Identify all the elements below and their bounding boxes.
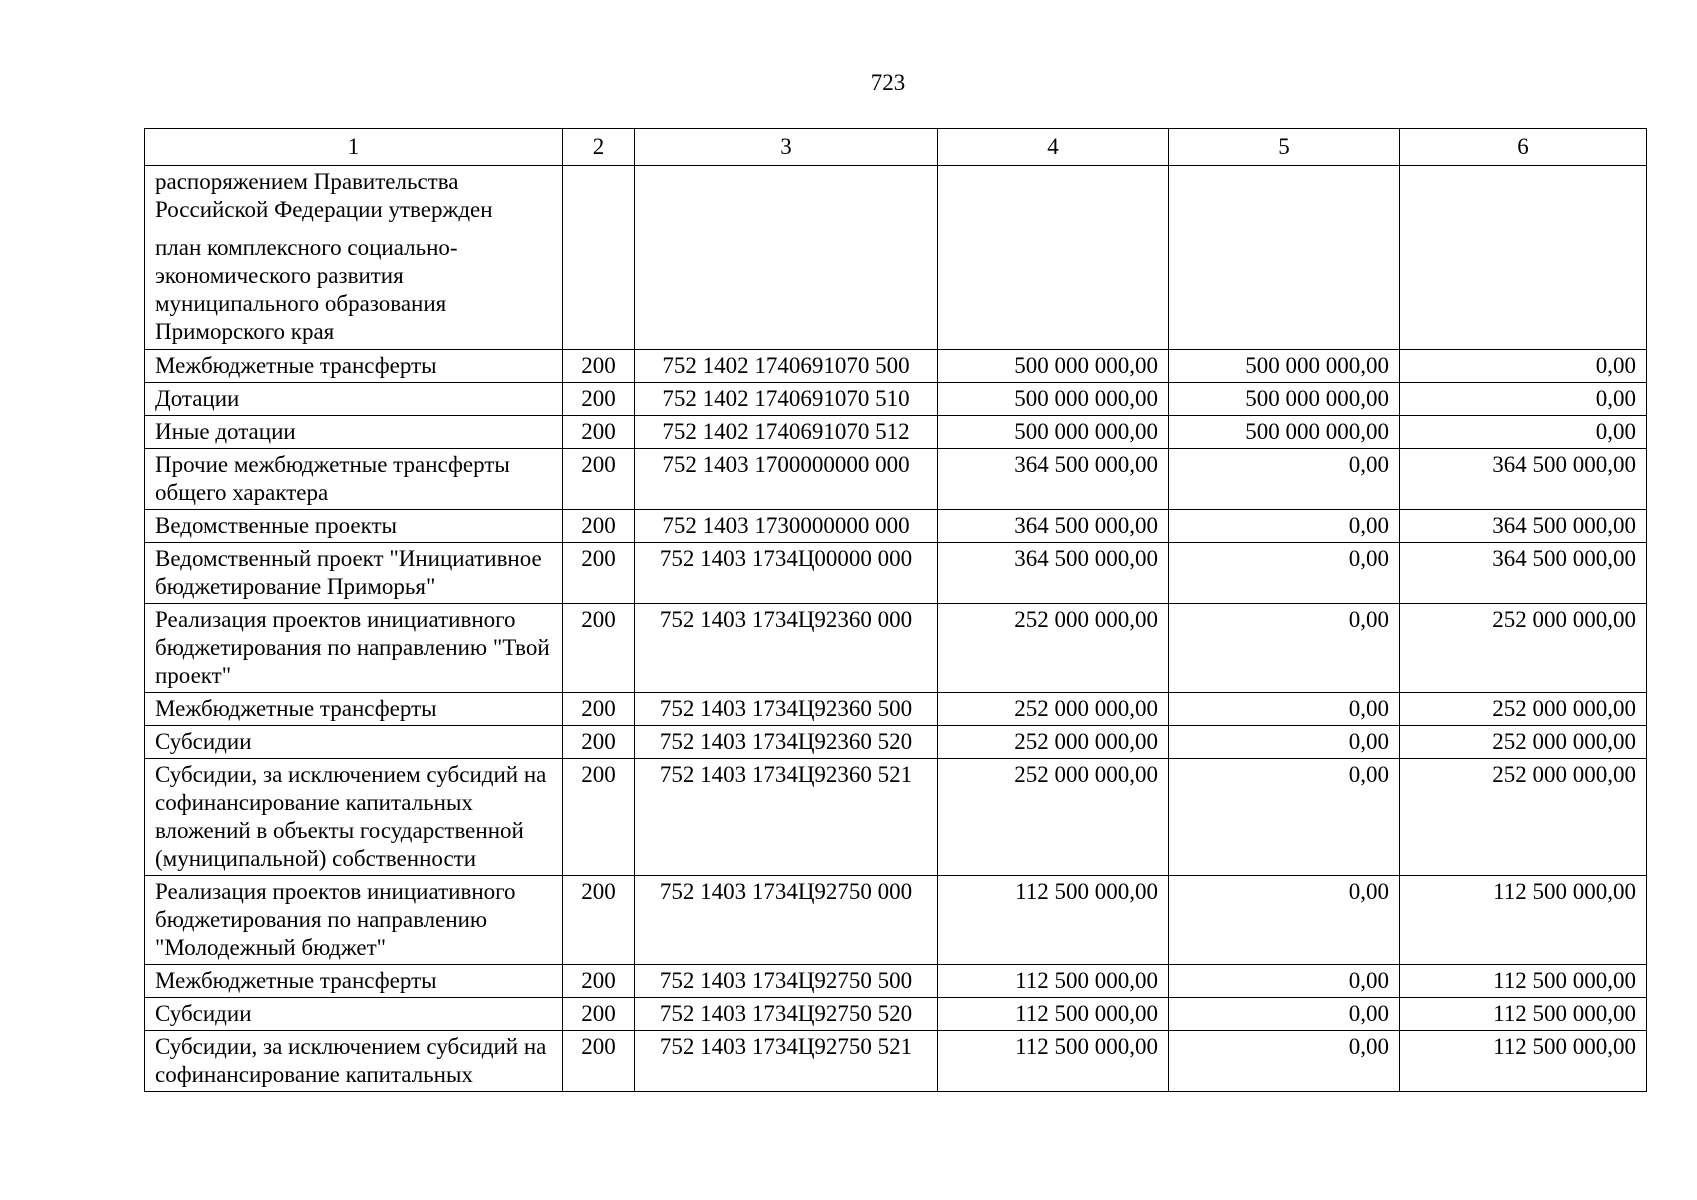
row-name-cell: Прочие межбюджетные трансферты общего характера [145,449,563,510]
row-code-cell: 200 [563,350,635,383]
column-header-1: 1 [145,129,563,166]
row-amount-col4-cell: 364 500 000,00 [938,543,1169,604]
row-code-cell: 200 [563,759,635,876]
row-amount-col4-cell: 112 500 000,00 [938,965,1169,998]
empty-cell [1169,166,1400,350]
row-code-cell: 200 [563,876,635,965]
row-amount-col5-cell: 0,00 [1169,759,1400,876]
row-amount-col6-cell: 0,00 [1400,350,1647,383]
row-amount-col4-cell: 252 000 000,00 [938,726,1169,759]
row-name-cell: Субсидии [145,998,563,1031]
row-amount-col5-cell: 500 000 000,00 [1169,383,1400,416]
row-amount-col6-cell: 112 500 000,00 [1400,876,1647,965]
row-code-cell: 200 [563,383,635,416]
row-amount-col5-cell: 0,00 [1169,510,1400,543]
row-amount-col4-cell: 252 000 000,00 [938,604,1169,693]
row-amount-col5-cell: 0,00 [1169,604,1400,693]
row-code-cell: 200 [563,510,635,543]
row-amount-col6-cell: 252 000 000,00 [1400,693,1647,726]
row-kbk-cell: 752 1403 1734Ц00000 000 [635,543,938,604]
row-code-cell: 200 [563,604,635,693]
row-kbk-cell: 752 1402 1740691070 512 [635,416,938,449]
row-amount-col4-cell: 252 000 000,00 [938,693,1169,726]
row-amount-col5-cell: 0,00 [1169,449,1400,510]
row-name-cell: Реализация проектов инициативного бюджетирования по направлению "Твой проект" [145,604,563,693]
row-amount-col5-cell: 0,00 [1169,1031,1400,1092]
row-code-cell: 200 [563,1031,635,1092]
empty-cell [563,166,635,350]
row-name-cell: Ведомственный проект "Инициативное бюджетирование Приморья" [145,543,563,604]
row-amount-col6-cell: 0,00 [1400,416,1647,449]
row-amount-col5-cell: 0,00 [1169,876,1400,965]
row-kbk-cell: 752 1403 1734Ц92360 000 [635,604,938,693]
row-amount-col6-cell: 252 000 000,00 [1400,759,1647,876]
row-kbk-cell: 752 1403 1734Ц92360 500 [635,693,938,726]
table-row [145,1031,1647,1092]
table-row [145,965,1647,998]
table-row [145,876,1647,965]
row-amount-col6-cell: 252 000 000,00 [1400,726,1647,759]
row-kbk-cell: 752 1402 1740691070 500 [635,350,938,383]
row-amount-col6-cell: 112 500 000,00 [1400,965,1647,998]
row-amount-col5-cell: 0,00 [1169,998,1400,1031]
row-amount-col6-cell: 112 500 000,00 [1400,998,1647,1031]
row-amount-col5-cell: 500 000 000,00 [1169,416,1400,449]
paragraph-gap [155,224,552,234]
row-kbk-cell: 752 1403 1730000000 000 [635,510,938,543]
column-header-4: 4 [938,129,1169,166]
row-code-cell: 200 [563,416,635,449]
page-number: 723 [870,70,906,95]
empty-cell [938,166,1169,350]
table-row [145,759,1647,876]
table-row [145,350,1647,383]
row-kbk-cell: 752 1403 1700000000 000 [635,449,938,510]
row-name-cell: Субсидии, за исключением субсидий на софинансирование капитальных [145,1031,563,1092]
table-row [145,510,1647,543]
row-amount-col6-cell: 364 500 000,00 [1400,449,1647,510]
continued-row [145,166,1647,350]
table-row [145,543,1647,604]
row-code-cell: 200 [563,693,635,726]
table-row [145,726,1647,759]
row-amount-col5-cell: 0,00 [1169,965,1400,998]
row-amount-col4-cell: 252 000 000,00 [938,759,1169,876]
row-name-cell: Иные дотации [145,416,563,449]
budget-table [144,128,1647,1092]
row-amount-col5-cell: 0,00 [1169,693,1400,726]
row-name-cell: Межбюджетные трансферты [145,350,563,383]
row-amount-col6-cell: 364 500 000,00 [1400,543,1647,604]
row-amount-col5-cell: 0,00 [1169,543,1400,604]
row-code-cell: 200 [563,965,635,998]
row-amount-col4-cell: 500 000 000,00 [938,350,1169,383]
row-amount-col4-cell: 364 500 000,00 [938,449,1169,510]
empty-cell [635,166,938,350]
column-header-3: 3 [635,129,938,166]
row-kbk-cell: 752 1403 1734Ц92750 500 [635,965,938,998]
column-header-5: 5 [1169,129,1400,166]
row-amount-col6-cell: 0,00 [1400,383,1647,416]
row-amount-col4-cell: 112 500 000,00 [938,876,1169,965]
row-amount-col4-cell: 500 000 000,00 [938,383,1169,416]
row-amount-col6-cell: 252 000 000,00 [1400,604,1647,693]
row-name-cell: Дотации [145,383,563,416]
table-row [145,383,1647,416]
row-kbk-cell: 752 1403 1734Ц92360 521 [635,759,938,876]
row-code-cell: 200 [563,726,635,759]
row-amount-col6-cell: 364 500 000,00 [1400,510,1647,543]
continued-description [145,166,563,350]
row-amount-col6-cell: 112 500 000,00 [1400,1031,1647,1092]
table-header-row [145,129,1647,166]
row-code-cell: 200 [563,998,635,1031]
row-code-cell: 200 [563,449,635,510]
row-code-cell: 200 [563,543,635,604]
row-name-cell: Ведомственные проекты [145,510,563,543]
row-name-cell: Межбюджетные трансферты [145,693,563,726]
row-amount-col5-cell: 0,00 [1169,726,1400,759]
row-name-cell: Межбюджетные трансферты [145,965,563,998]
continued-text-part-1: распоряжением Правительства Российской Федерации утвержден [155,169,493,222]
row-name-cell: Субсидии [145,726,563,759]
empty-cell [1400,166,1647,350]
row-amount-col4-cell: 364 500 000,00 [938,510,1169,543]
row-kbk-cell: 752 1403 1734Ц92750 520 [635,998,938,1031]
row-amount-col4-cell: 112 500 000,00 [938,998,1169,1031]
row-kbk-cell: 752 1402 1740691070 510 [635,383,938,416]
table-row [145,998,1647,1031]
table-row [145,449,1647,510]
row-name-cell: Реализация проектов инициативного бюджетирования по направлению "Молодежный бюджет" [145,876,563,965]
row-name-cell: Субсидии, за исключением субсидий на софинансирование капитальных вложений в объекты государственной (муниципальной) собственности [145,759,563,876]
column-header-6: 6 [1400,129,1647,166]
table-row [145,693,1647,726]
row-amount-col4-cell: 112 500 000,00 [938,1031,1169,1092]
continued-text-part-2: план комплексного социально-экономического развития муниципального образования Приморского края [155,235,458,344]
row-kbk-cell: 752 1403 1734Ц92750 000 [635,876,938,965]
row-kbk-cell: 752 1403 1734Ц92360 520 [635,726,938,759]
row-amount-col4-cell: 500 000 000,00 [938,416,1169,449]
row-amount-col5-cell: 500 000 000,00 [1169,350,1400,383]
row-kbk-cell: 752 1403 1734Ц92750 521 [635,1031,938,1092]
column-header-2: 2 [563,129,635,166]
table-row [145,604,1647,693]
table-row [145,416,1647,449]
